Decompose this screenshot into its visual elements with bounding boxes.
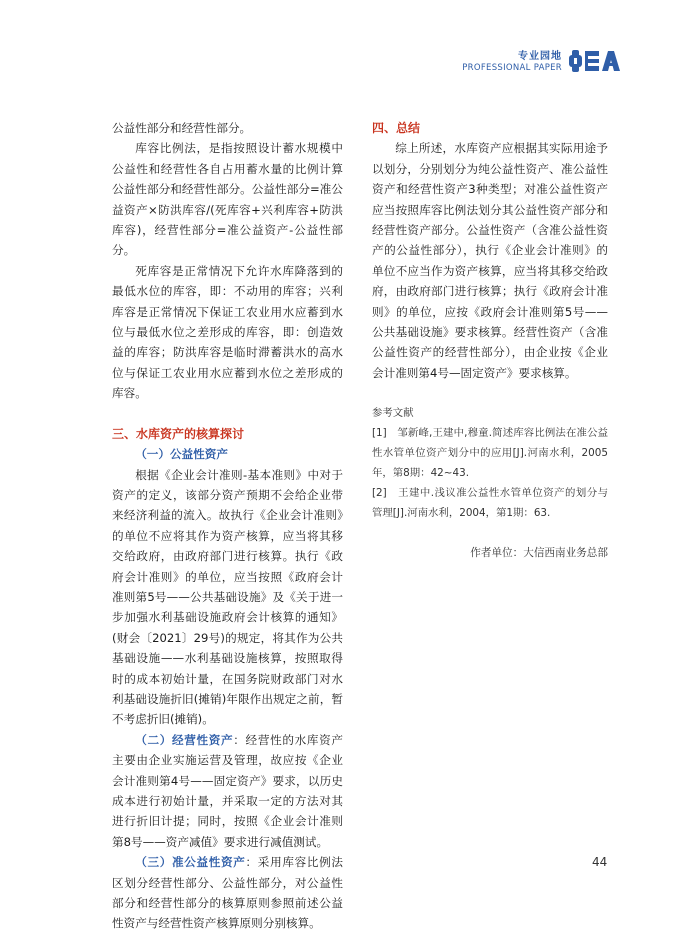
paragraph-text: ：经营性的水库资产主要由企业实施运营及管理，故应按《企业会计准则第4号——固定资产》要求，以历史成本进行初始计量，并采取一定的方法对其进行折旧计提；同时，按照《企业会计准则第8号——资产减值》要求进行减值测试。 [112,732,343,849]
header-text [462,51,562,74]
left-column [112,118,343,934]
subheading-label: （二）经营性资产 [135,732,234,747]
paragraph-text: ：采用库容比例法区划分经营性部分、公益性部分，对公益性部分和经营性部分的核算原则参照前述公益性资产与经营性资产核算原则分别核算。 [112,855,343,931]
reference-item: [2] 王建中.浅议准公益性水管单位资产的划分与管理[J].河南水利，2004，第1期：63. [372,487,608,520]
section-label-en: PROFESSIONAL PAPER [462,63,562,73]
references-heading: 参考文献 [372,407,414,420]
subheading-public-assets [112,444,343,464]
subheading-label: （三）准公益性资产 [135,855,246,870]
author-affiliation: 作者单位：大信西南业务总部 [470,547,608,560]
right-column [372,118,608,564]
subheading-label: （一）公益性资产 [135,447,228,462]
paragraph-capacity-definitions: 死库容是正常情况下允许水库降落到的最低水位的库容，即：不动用的库容；兴利库容是正常情况下保证工农业用水应蓄到水位与最低水位之差形成的库容，即：创造效益的库容；防洪库容是临时滞蓄洪水的高水位与保证工农业用水应蓄到水位之差形成的库容。 [112,263,343,401]
paragraph-capacity-ratio: 库容比例法，是指按照设计蓄水规模中公益性和经营性各自占用蓄水量的比例计算公益性部分和经营性部分。公益性部分=准公益资产×防洪库容/(死库容+兴利库容+防洪库容)，经营性部分=准公益资产-公益性部分。 [112,141,343,258]
references [372,403,608,523]
magazine-logo [568,48,620,74]
paragraph-summary: 综上所述，水库资产应根据其实际用途予以划分，分别划分为纯公益性资产、准公益性资产和经营性资产3种类型；对准公益性资产应当按照库容比例法划分其公益性资产部分和经营性资产部分。公益性资产（含准公益性资产的公益性部分），执行《企业会计准则》的单位不应当作为资产核算，应当将其移交给政府，由政府部门进行核算；执行《政府会计准则》的单位，应按《政府会计准则第5号——公共基础设施》要求核算。经营性资产（含准公益性资产的经营性部分），由企业按《企业会计准则第4号—固定资产》要求核算。 [372,141,608,380]
section-4-heading: 四、总结 [372,121,421,135]
reference-item: [1] 邹新峰,王建中,穆童.简述库容比例法在准公益性水管单位资产划分中的应用[J].河南水利，2005年，第8期：42~43. [372,427,608,480]
page-header [380,48,620,76]
section-label-zh: 专业园地 [518,51,562,62]
section-3-heading: 三、水库资产的核算探讨 [112,426,245,441]
paragraph: 公益性部分和经营性部分。 [112,121,252,135]
paragraph-quasi-public-assets [112,852,343,934]
paragraph-public-assets: 根据《企业会计准则-基本准则》中对于资产的定义，该部分资产预期不会给企业带来经济利益的流入。故执行《企业会计准则》的单位不应将其作为资产核算，应当将其移交给政府，由政府部门进行核算。执行《政府会计准则》的单位，应当按照《政府会计准则第5号——公共基础设施》及《关于进一步加强水利基础设施政府会计核算的通知》(财会〔2021〕29号)的规定，将其作为公共基础设施——水利基础设施核算，按照取得时的成本初始计量，在国务院财政部门对水利基础设施折旧(摊销)年限作出规定之前，暂不考虑折旧(摊销)。 [112,467,343,727]
paragraph-operating-assets [112,730,343,852]
page-number: 44 [592,855,608,869]
